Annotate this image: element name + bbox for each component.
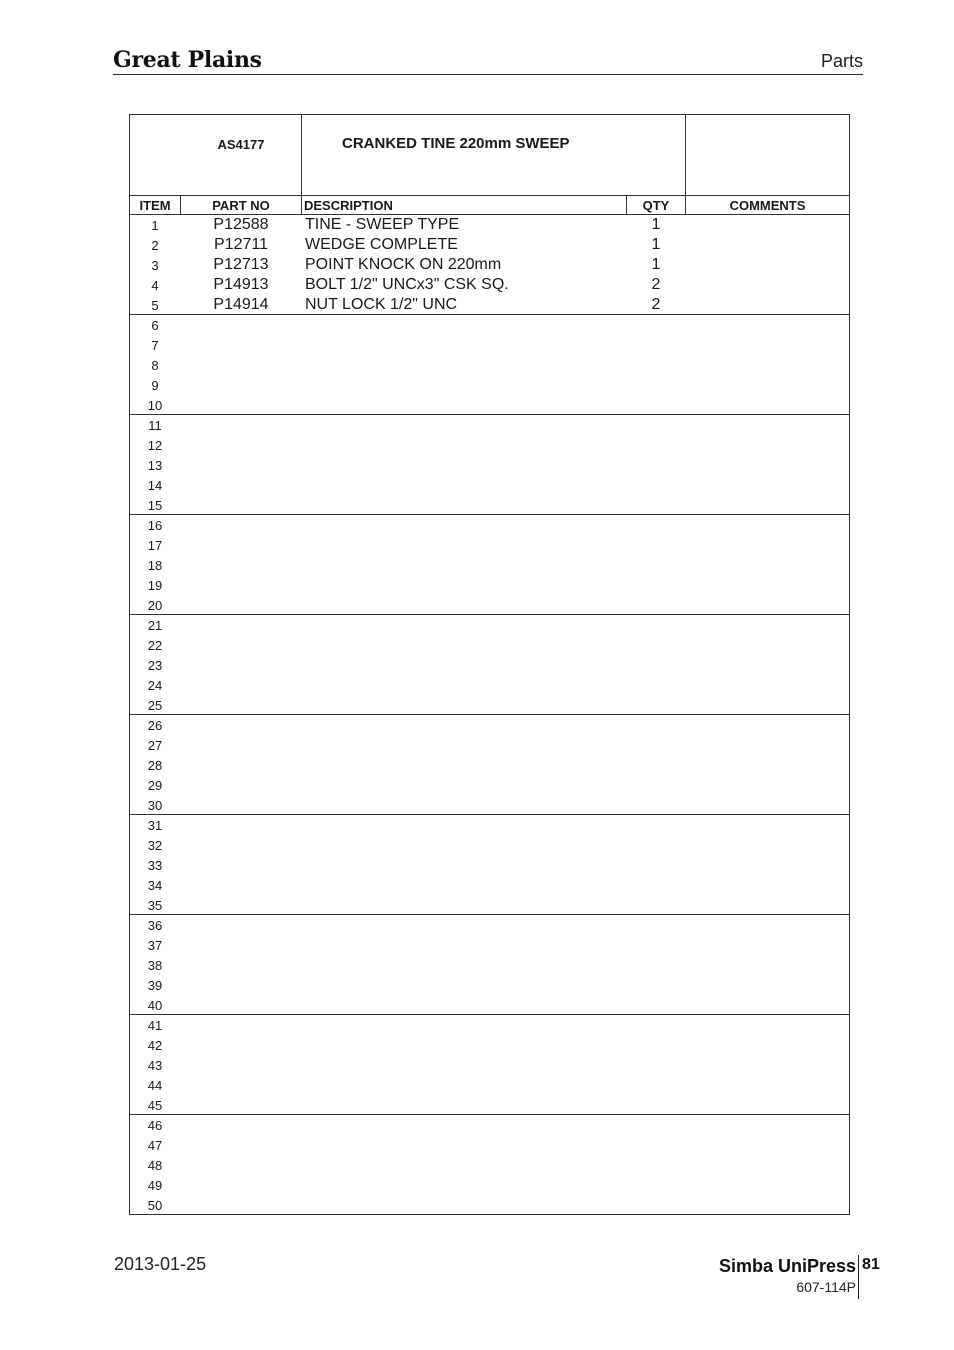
table-row [130, 515, 849, 535]
table-row [130, 1195, 849, 1215]
footer-product-name: Simba UniPress [718, 1256, 856, 1276]
assembly-title: CRANKED TINE 220mm SWEEP [342, 135, 570, 152]
table-row [130, 1135, 849, 1155]
table-row [130, 255, 849, 275]
item-number: 40 [147, 998, 163, 1013]
part-number: P12711 [214, 236, 268, 253]
header-rule [113, 74, 863, 75]
item-number: 15 [147, 498, 163, 513]
item-number: 43 [147, 1058, 163, 1073]
item-number: 38 [147, 958, 163, 973]
parts-rows [130, 215, 849, 1215]
table-row [130, 835, 849, 855]
table-row [130, 795, 849, 815]
table-row [130, 395, 849, 415]
table-row [130, 1035, 849, 1055]
table-row [130, 995, 849, 1015]
table-row [130, 695, 849, 715]
row-group [130, 615, 849, 715]
item-number: 18 [147, 558, 163, 573]
part-description: WEDGE COMPLETE [305, 236, 458, 253]
item-number: 12 [147, 438, 163, 453]
table-row [130, 1095, 849, 1115]
item-number: 45 [147, 1098, 163, 1113]
item-number: 6 [151, 318, 159, 333]
part-number: P14914 [213, 296, 269, 313]
col-header-description: DESCRIPTION [302, 196, 626, 215]
table-row [130, 455, 849, 475]
part-quantity: 1 [651, 256, 661, 273]
item-number: 47 [147, 1138, 163, 1153]
item-number: 3 [151, 258, 159, 273]
table-row [130, 495, 849, 515]
parts-sheet [129, 114, 850, 1215]
item-number: 36 [147, 918, 163, 933]
item-number: 4 [151, 278, 159, 293]
table-row [130, 815, 849, 835]
table-row [130, 755, 849, 775]
table-row [130, 775, 849, 795]
table-row [130, 975, 849, 995]
item-number: 20 [147, 598, 163, 613]
row-group [130, 1015, 849, 1115]
item-number: 2 [151, 238, 159, 253]
item-number: 46 [147, 1118, 163, 1133]
table-row [130, 1115, 849, 1135]
item-number: 21 [147, 618, 163, 633]
row-group [130, 1115, 849, 1215]
table-row [130, 235, 849, 255]
table-row [130, 1015, 849, 1035]
table-row [130, 915, 849, 935]
part-description: NUT LOCK 1/2" UNC [305, 296, 458, 313]
item-number: 39 [147, 978, 163, 993]
item-number: 11 [148, 418, 162, 433]
item-number: 22 [147, 638, 163, 653]
part-description: BOLT 1/2" UNCx3" CSK SQ. [305, 276, 509, 293]
table-row [130, 895, 849, 915]
table-row [130, 435, 849, 455]
table-row [130, 315, 849, 335]
part-quantity: 1 [651, 236, 661, 253]
assembly-part-no: AS4177 [217, 137, 265, 152]
brand-logo: Great Plains [113, 47, 262, 73]
table-row [130, 655, 849, 675]
part-quantity: 2 [651, 276, 661, 293]
part-number: P14913 [213, 276, 269, 293]
table-row [130, 215, 849, 235]
item-number: 42 [147, 1038, 163, 1053]
item-number: 48 [147, 1158, 163, 1173]
item-number: 17 [147, 538, 163, 553]
table-row [130, 1175, 849, 1195]
item-number: 34 [147, 878, 163, 893]
table-row [130, 535, 849, 555]
part-quantity: 1 [651, 216, 661, 233]
table-row [130, 635, 849, 655]
item-number: 9 [151, 378, 159, 393]
table-row [130, 615, 849, 635]
table-row [130, 275, 849, 295]
row-group [130, 215, 849, 315]
item-number: 5 [151, 298, 159, 313]
item-number: 23 [147, 658, 163, 673]
item-number: 8 [151, 358, 159, 373]
item-number: 14 [147, 478, 163, 493]
page-number: 81 [862, 1256, 880, 1273]
table-row [130, 855, 849, 875]
item-number: 49 [147, 1178, 163, 1193]
item-number: 24 [147, 678, 163, 693]
item-number: 30 [147, 798, 163, 813]
table-row [130, 355, 849, 375]
table-row [130, 1075, 849, 1095]
col-header-qty: QTY [627, 196, 685, 215]
item-number: 41 [147, 1018, 163, 1033]
footer-rule [858, 1255, 859, 1299]
table-row [130, 715, 849, 735]
table-row [130, 295, 849, 315]
table-row [130, 675, 849, 695]
table-row [130, 375, 849, 395]
part-quantity: 2 [651, 296, 661, 313]
table-row [130, 1155, 849, 1175]
table-row [130, 475, 849, 495]
table-row [130, 335, 849, 355]
col-header-item: ITEM [130, 196, 180, 215]
table-row [130, 555, 849, 575]
footer-date: 2013-01-25 [114, 1254, 207, 1274]
part-number: P12713 [213, 256, 269, 273]
item-number: 44 [147, 1078, 163, 1093]
table-row [130, 935, 849, 955]
item-number: 28 [147, 758, 163, 773]
col-header-comments: COMMENTS [686, 196, 849, 215]
part-number: P12588 [213, 216, 269, 233]
row-group [130, 515, 849, 615]
item-number: 29 [147, 778, 163, 793]
item-number: 7 [151, 338, 159, 353]
title-block [130, 115, 849, 196]
item-number: 1 [151, 218, 159, 233]
section-label: Parts [820, 51, 863, 71]
table-row [130, 875, 849, 895]
item-number: 10 [147, 398, 163, 413]
item-number: 25 [147, 698, 163, 713]
row-group [130, 915, 849, 1015]
table-row [130, 1055, 849, 1075]
table-row [130, 595, 849, 615]
item-number: 27 [147, 738, 163, 753]
table-row [130, 575, 849, 595]
table-row [130, 735, 849, 755]
table-row [130, 955, 849, 975]
item-number: 35 [147, 898, 163, 913]
item-number: 26 [147, 718, 163, 733]
part-description: TINE - SWEEP TYPE [305, 216, 460, 233]
part-description: POINT KNOCK ON 220mm [305, 256, 502, 273]
item-number: 16 [147, 518, 163, 533]
row-group [130, 715, 849, 815]
row-group [130, 315, 849, 415]
item-number: 37 [147, 938, 163, 953]
table-row [130, 415, 849, 435]
item-number: 50 [147, 1198, 163, 1213]
row-group [130, 415, 849, 515]
item-number: 32 [147, 838, 163, 853]
row-group [130, 815, 849, 915]
item-number: 13 [147, 458, 163, 473]
item-number: 31 [147, 818, 163, 833]
item-number: 33 [147, 858, 163, 873]
item-number: 19 [147, 578, 163, 593]
col-header-part-no: PART NO [181, 196, 301, 215]
document-code: 607-114P [796, 1279, 856, 1295]
